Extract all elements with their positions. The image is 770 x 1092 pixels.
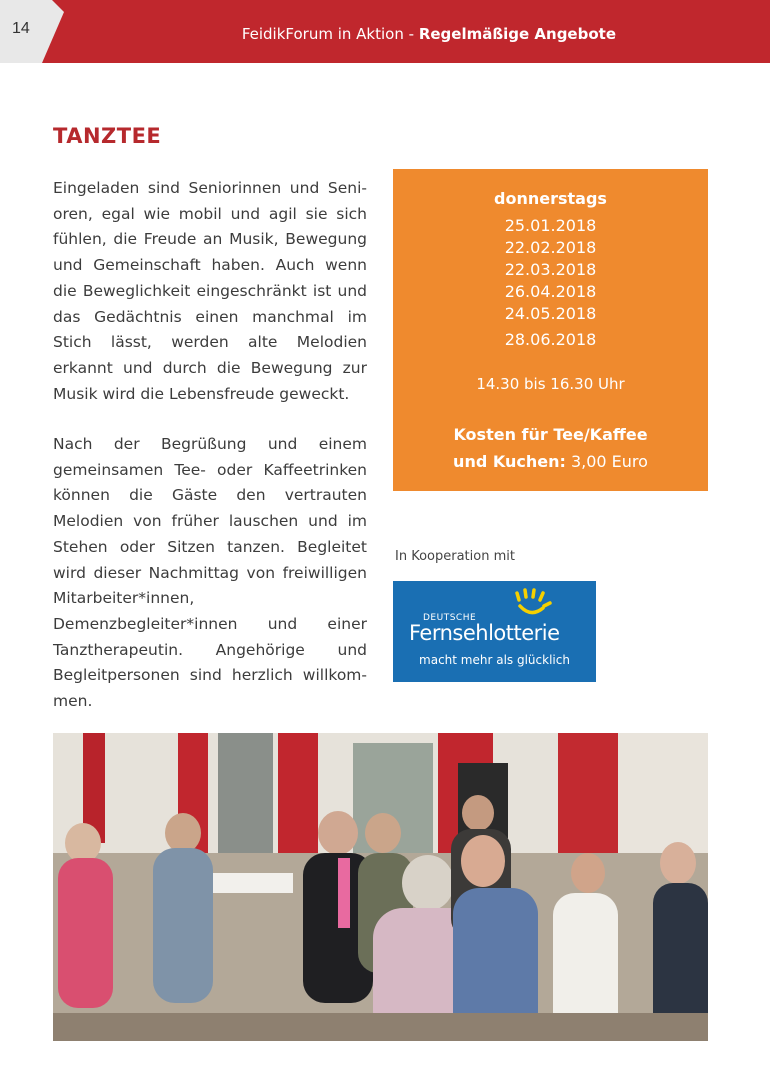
photo-illustration <box>53 733 708 1041</box>
date-6: 28.06.2018 <box>504 330 597 349</box>
info-time: 14.30 bis 16.30 Uhr <box>476 375 625 393</box>
info-cost <box>393 421 708 475</box>
cost-value: 3,00 Euro <box>565 452 648 471</box>
date-5: 24.05.2018 <box>504 304 597 323</box>
logo-small-text: DEUTSCHE <box>423 613 477 623</box>
info-day: donnerstags <box>494 189 607 208</box>
fernsehlotterie-logo <box>393 581 596 682</box>
date-4: 26.04.2018 <box>504 282 597 301</box>
paragraph-1: Eingeladen sind Seniorinnen und Senioren, egal wie mobil und agil sie sich fühlen, die Freude an Musik, Bewegung und Gemeinschaft haben. Auch wenn die Beweglichkeit eingeschränkt ist und das Gedächtnis einen manchmal im Stich lässt, werden alte Melodien erkannt und durch die Bewegung zur Musik wird die Lebensfreude geweckt. <box>53 179 367 403</box>
header-title-bold: Regelmäßige Angebote <box>418 25 616 43</box>
cost-label-line1: Kosten für Tee/Kaffee <box>453 425 648 444</box>
date-1: 25.01.2018 <box>504 216 597 235</box>
info-box <box>393 169 708 491</box>
logo-big-text: Fernsehlotterie <box>409 621 560 645</box>
paragraph-2: Nach der Begrüßung und einem gemeinsamen Tee- oder Kaffeetrinken können die Gäste den vertrauten Melodien von früher lauschen und im Stehen oder Sitzen tanzen. Begleitet wird dieser Nachmittag von freiwilligen Mitarbeiter*innen, Demenzbegleiter*innen und einer Tanztherapeutin. Angehörige und Begleitpersonen sind herzlich willkommen. <box>53 435 367 711</box>
info-dates <box>393 215 708 351</box>
date-3: 22.03.2018 <box>504 260 597 279</box>
hand-icon <box>513 588 555 616</box>
cost-label-line2: und Kuchen: <box>453 452 566 471</box>
section-heading: TANZTEE <box>53 124 162 148</box>
header-title-regular: FeidikForum in Aktion - <box>241 25 419 43</box>
header-title <box>160 25 616 43</box>
dance-photo <box>53 733 708 1041</box>
page-number: 14 <box>12 20 30 37</box>
date-2: 22.02.2018 <box>504 238 597 257</box>
logo-tagline: macht mehr als glücklich <box>419 653 570 667</box>
cooperation-label: In Kooperation mit <box>395 549 515 564</box>
